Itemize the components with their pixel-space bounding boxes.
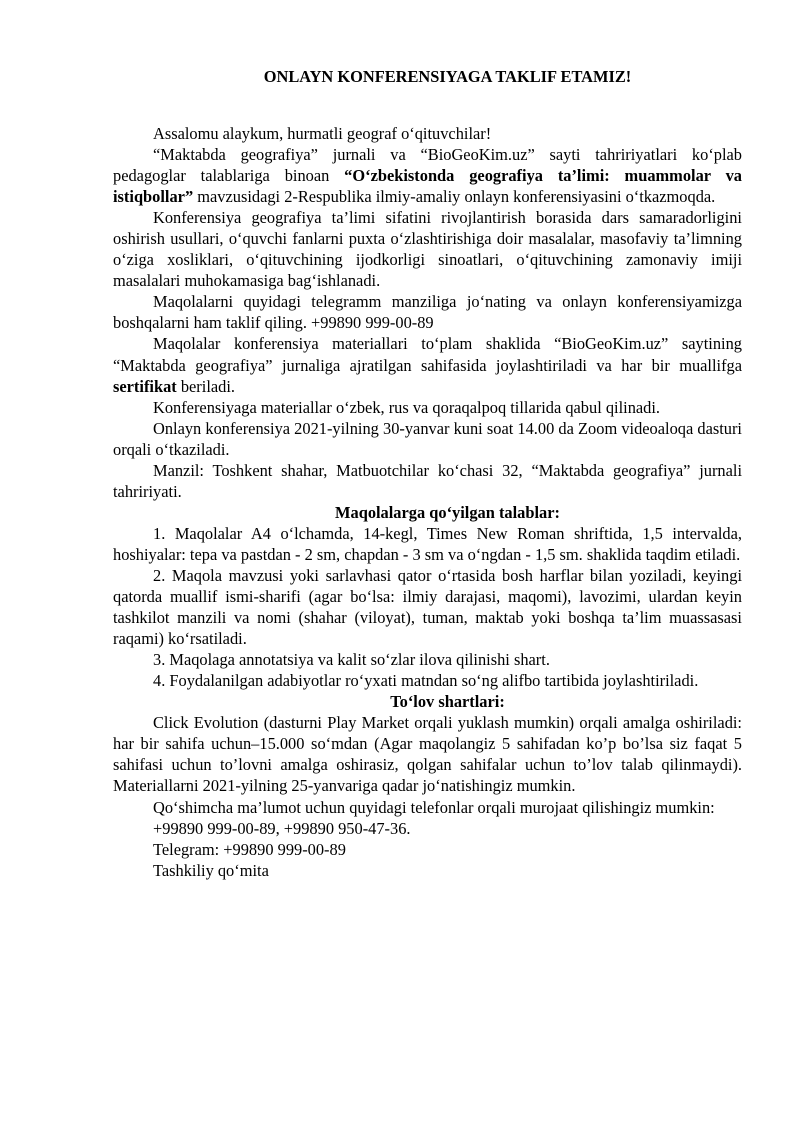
materials-text-before: Maqolalar konferensiya materiallari to‘plam shaklida “BioGeoKim.uz” saytining “Maktabda geografiya” jurnaliga ajratilgan sahifasida joylashtiriladi va har bir muallifga xyxy=(113,334,742,375)
conference-paragraph: Konferensiya geografiya ta’limi sifatini rivojlantirish borasida dars samaradorligini oshirish usullari, o‘quvchi fanlarni puxta o‘zlashtirishiga doir masalalar, masofaviy ta’limning o‘ziga xosliklari, o‘qituvchining ijodkorligi sinoatlari, o‘qituvchining zamonaviy imiji masalalari muhokamasiga bag‘ishlanadi. xyxy=(113,208,742,291)
certificate-word: sertifikat xyxy=(113,376,177,396)
payment-heading: To‘lov shartlari: xyxy=(390,692,505,712)
intro-paragraph xyxy=(113,144,742,207)
address-paragraph: Manzil: Toshkent shahar, Matbuotchilar ko‘chasi 32, “Maktabda geografiya” jurnali tahririyati. xyxy=(113,460,742,501)
page-title: ONLAYN KONFERENSIYAGA TAKLIF ETAMIZ! xyxy=(263,67,632,86)
requirement-item: 2. Maqola mavzusi yoki sarlavhasi qator o‘rtasida bosh harflar bilan yoziladi, keyingi qatorda muallif ismi-sharifi (agar bo‘lsa: ilmiy darajasi, maqomi), lavozimi, ulardan keyin tashkilot manzili va nomi (shahar (viloyat), tuman, maktab yoki boshqa ta’lim muassasasi raqami) ko‘rsatiladi. xyxy=(113,565,742,649)
contact-paragraph: Qo‘shimcha ma’lumot uchun quyidagi telefonlar orqali murojaat qilishingiz mumkin: xyxy=(153,797,715,817)
requirement-item: 4. Foydalanilgan adabiyotlar ro‘yxati matndan so‘ng alifbo tartibida joylashtiriladi. xyxy=(153,671,699,691)
signature: Tashkiliy qo‘mita xyxy=(153,860,269,880)
materials-paragraph xyxy=(113,333,742,396)
intro-text-before: “Maktabda geografiya” jurnali va “BioGeoKim.uz” sayti tahririyatlari ko‘plab pedagoglar talablariga binoan xyxy=(113,145,742,186)
date-paragraph: Onlayn konferensiya 2021-yilning 30-yanvar kuni soat 14.00 da Zoom videoaloqa dasturi orqali o‘tkaziladi. xyxy=(113,418,742,459)
document-page xyxy=(113,66,742,881)
languages-paragraph: Konferensiyaga materiallar o‘zbek, rus va qoraqalpoq tillarida qabul qilinadi. xyxy=(153,397,661,417)
requirement-item: 1. Maqolalar A4 o‘lchamda, 14-kegl, Times New Roman shriftida, 1,5 intervalda, hoshiyalar: tepa va pastdan - 2 sm, chapdan - 3 sm va o‘ngdan - 1,5 sm. shaklida taqdim etiladi. xyxy=(113,523,742,564)
phone-numbers: +99890 999-00-89, +99890 950-47-36. xyxy=(153,818,411,838)
intro-text-after: mavzusidagi 2-Respublika ilmiy-amaliy onlayn konferensiyasini o‘tkazmoqda. xyxy=(193,187,716,207)
materials-text-after: beriladi. xyxy=(176,376,235,396)
send-paragraph: Maqolalarni quyidagi telegramm manziliga jo‘nating va onlayn konferensiyamizga boshqalarni ham taklif qiling. +99890 999-00-89 xyxy=(113,292,742,333)
telegram-contact: Telegram: +99890 999-00-89 xyxy=(153,839,346,859)
requirement-item: 3. Maqolaga annotatsiya va kalit so‘zlar ilova qilinishi shart. xyxy=(153,650,550,670)
conference-topic: “O‘zbekistonda geografiya ta’limi: muammolar va istiqbollar” xyxy=(113,166,742,207)
greeting: Assalomu alaykum, hurmatli geograf o‘qituvchilar! xyxy=(153,124,492,143)
payment-paragraph: Click Evolution (dasturni Play Market orqali yuklash mumkin) orqali amalga oshiriladi: har bir sahifa uchun–15.000 so‘mdan (Agar maqolangiz 5 sahifadan ko’p bo’lsa siz faqat 5 sahifasi uchun to’lovni amalga oshirasiz, qolgan sahifalar uchun to’lov talab qilinmaydi). Materiallarni 2021-yilning 25-yanvariga qadar jo‘natishingiz mumkin. xyxy=(113,713,742,796)
requirements-heading: Maqolalarga qo‘yilgan talablar: xyxy=(335,502,560,522)
